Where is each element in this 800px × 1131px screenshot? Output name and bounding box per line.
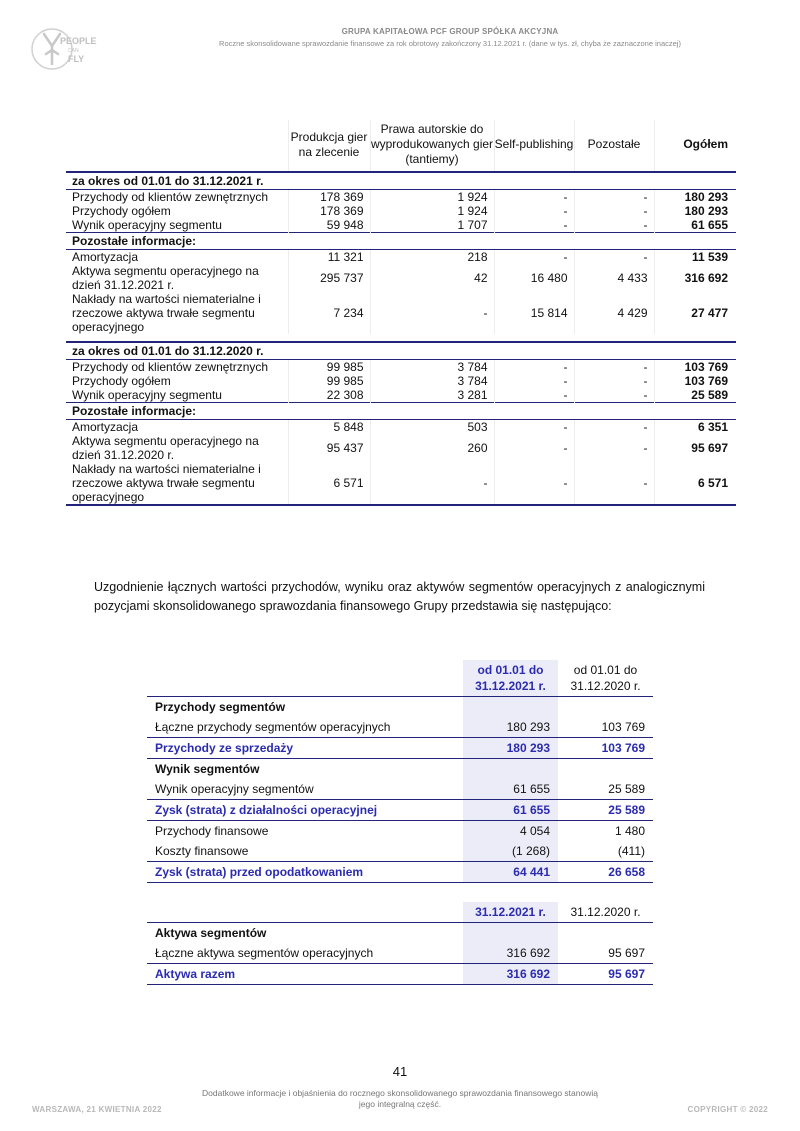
assets-header-current: 31.12.2021 r. [463, 902, 558, 923]
row-label: Łączne aktywa segmentów operacyjnych [147, 943, 463, 964]
section-title: za okres od 01.01 do 31.12.2021 r. [66, 172, 736, 190]
cell-total: 180 293 [684, 204, 728, 218]
cell [558, 923, 653, 944]
row-label: Aktywa segmentu operacyjnego na dzień 31.12.2021 r. [66, 264, 288, 292]
row-label: Nakłady na wartości niematerialne i rzeczowe aktywa trwałe segmentu operacyjnego [66, 462, 288, 505]
row-label: Przychody ogółem [66, 204, 288, 218]
table-row [66, 264, 736, 292]
cell-total: 6 351 [697, 420, 728, 434]
cell: - [370, 462, 494, 505]
cell: 59 948 [288, 218, 370, 233]
table-row [66, 434, 736, 462]
cell: 503 [370, 420, 494, 435]
cell: (1 268) [463, 841, 558, 862]
table-row [147, 821, 653, 842]
section-title: Pozostałe informacje: [66, 233, 736, 250]
row-label: Przychody od klientów zewnętrznych [66, 190, 288, 205]
logo-text-can: CAN [68, 48, 79, 54]
table-row [66, 218, 736, 233]
cell: 3 784 [370, 360, 494, 375]
table-row [147, 943, 653, 964]
cell: 22 308 [288, 388, 370, 403]
cell-total: 27 477 [691, 306, 728, 320]
cell: - [494, 250, 574, 265]
cell: 260 [370, 434, 494, 462]
cell: - [574, 218, 654, 233]
cell: 4 433 [574, 264, 654, 292]
cell [558, 697, 653, 718]
seg-header-empty [66, 120, 288, 172]
cell [463, 697, 558, 718]
cell-total: 95 697 [691, 441, 728, 455]
cell: 5 848 [288, 420, 370, 435]
cell: 64 441 [463, 862, 558, 883]
cell: 1 480 [614, 824, 645, 838]
cell: - [574, 250, 654, 265]
cell: 4 429 [574, 292, 654, 334]
cell: - [494, 420, 574, 435]
cell-total: 61 655 [691, 218, 728, 232]
assets-header-empty [147, 902, 463, 923]
header-company: GRUPA KAPITAŁOWA PCF GROUP SPÓŁKA AKCYJNA [341, 27, 559, 36]
row-label: Przychody segmentów [155, 700, 286, 714]
table-row [66, 204, 736, 218]
row-label: Aktywa razem [147, 964, 463, 985]
row-label: Zysk (strata) z działalności operacyjnej [147, 800, 463, 821]
cell: - [494, 388, 574, 403]
cell: 26 658 [558, 862, 653, 883]
cell: 218 [370, 250, 494, 265]
cell-total: 103 769 [684, 360, 728, 374]
cell: - [574, 374, 654, 388]
table-row [147, 779, 653, 800]
table-row [66, 360, 736, 375]
row-label: Aktywa segmentów [155, 926, 267, 940]
people-can-fly-logo [30, 24, 97, 74]
cell: - [494, 360, 574, 375]
cell: - [494, 374, 574, 388]
cell: - [494, 462, 574, 505]
table-row [66, 292, 736, 334]
seg-header-col: Ogółem [683, 137, 728, 151]
row-label: Aktywa segmentu operacyjnego na dzień 31.12.2020 r. [66, 434, 288, 462]
cell: 11 321 [288, 250, 370, 265]
table-row [66, 420, 736, 435]
header-subtitle: Roczne skonsolidowane sprawozdanie finansowe za rok obrotowy zakończony 31.12.2021 r. (dane w tys. zł, chyba że zaznaczone inaczej) [219, 39, 681, 48]
row-label: Zysk (strata) przed opodatkowaniem [147, 862, 463, 883]
cell: - [574, 420, 654, 435]
table-row [66, 250, 736, 265]
table-row [147, 717, 653, 738]
segment-table [66, 120, 736, 506]
cell [463, 923, 558, 944]
row-label: Koszty finansowe [147, 841, 463, 862]
seg-header-col: Produkcja gier na zlecenie [288, 120, 370, 172]
reconciliation-paragraph: Uzgodnienie łącznych wartości przychodów, wyniku oraz aktywów segmentów operacyjnych z analogicznymi pozycjami skonsolidowanego sprawozdania finansowego Grupy przedstawia się następująco: [94, 580, 705, 613]
section-title-row [66, 233, 736, 250]
table-row [147, 759, 653, 780]
table-row [147, 697, 653, 718]
cell: - [494, 204, 574, 218]
cell: 61 655 [463, 779, 558, 800]
footer-place-date: WARSZAWA, 21 KWIETNIA 2022 [32, 1105, 162, 1114]
row-label: Łączne przychody segmentów operacyjnych [147, 717, 463, 738]
row-label: Nakłady na wartości niematerialne i rzeczowe aktywa trwałe segmentu operacyjnego [66, 292, 288, 334]
row-label: Wynik operacyjny segmentów [147, 779, 463, 800]
cell: 42 [370, 264, 494, 292]
table-row [66, 190, 736, 205]
cell: - [494, 190, 574, 205]
cell: 99 985 [288, 374, 370, 388]
section-title-row [66, 342, 736, 360]
cell: 95 437 [288, 434, 370, 462]
cell: - [494, 434, 574, 462]
cell: 25 589 [558, 779, 653, 800]
cell: 1 707 [370, 218, 494, 233]
row-label: Przychody finansowe [155, 824, 269, 838]
table-row [147, 738, 653, 759]
cell: - [574, 462, 654, 505]
cell: 7 234 [288, 292, 370, 334]
cell: 95 697 [558, 943, 653, 964]
cell: - [574, 388, 654, 403]
cell: 16 480 [494, 264, 574, 292]
cell: 103 769 [558, 717, 653, 738]
cell: 15 814 [494, 292, 574, 334]
page-number: 41 [392, 1064, 408, 1079]
row-label: Amortyzacja [66, 250, 288, 265]
row-label: Przychody od klientów zewnętrznych [66, 360, 288, 375]
logo-text-fly: FLY [68, 54, 85, 64]
row-label: Wynik operacyjny segmentu [66, 218, 288, 233]
cell: 3 784 [370, 374, 494, 388]
cell: 316 692 [463, 964, 558, 985]
cell: 295 737 [288, 264, 370, 292]
cell: 316 692 [463, 943, 558, 964]
cell-total: 6 571 [654, 462, 736, 505]
table-row [66, 388, 736, 403]
cell-total: 25 589 [691, 388, 728, 402]
cell: - [574, 204, 654, 218]
table-row [66, 462, 736, 505]
section-title-row [66, 172, 736, 190]
row-label: Przychody ze sprzedaży [147, 738, 463, 759]
cell: 99 985 [288, 360, 370, 375]
table-row [147, 800, 653, 821]
cell [558, 759, 653, 780]
spacer-row [66, 334, 736, 342]
cell [463, 759, 558, 780]
cell: 1 924 [370, 204, 494, 218]
table-row [66, 374, 736, 388]
cell-total: 11 539 [691, 250, 728, 264]
cell: - [574, 434, 654, 462]
row-label: Przychody ogółem [66, 374, 288, 388]
footer-note: Dodatkowe informacje i objaśnienia do rocznego skonsolidowanego sprawozdania finansowego stanowią jego integralną część. [202, 1088, 598, 1109]
table-row [147, 923, 653, 944]
cell: (411) [558, 841, 653, 862]
cell: 178 369 [288, 204, 370, 218]
cell: 178 369 [288, 190, 370, 205]
seg-header-col: Prawa autorskie do wyprodukowanych gier (tantiemy) [370, 120, 494, 172]
cell: 180 293 [463, 717, 558, 738]
recon-header-empty [147, 660, 463, 697]
cell: 103 769 [558, 738, 653, 759]
section-title: za okres od 01.01 do 31.12.2020 r. [66, 342, 736, 360]
cell: - [574, 360, 654, 375]
cell: 180 293 [463, 738, 558, 759]
assets-table [147, 902, 653, 985]
cell: 25 589 [558, 800, 653, 821]
assets-header-previous: 31.12.2020 r. [558, 902, 653, 923]
table-row [147, 862, 653, 883]
cell: 95 697 [558, 964, 653, 985]
logo-text-people: PEOPLE [60, 36, 97, 46]
cell: 6 571 [288, 462, 370, 505]
cell: 1 924 [370, 190, 494, 205]
seg-header-col: Pozostałe [574, 120, 654, 172]
section-title: Pozostałe informacje: [66, 403, 736, 420]
cell: - [370, 292, 494, 334]
footer-copyright: COPYRIGHT © 2022 [687, 1105, 768, 1114]
cell-total: 180 293 [684, 190, 728, 204]
table-row [147, 841, 653, 862]
cell-total: 316 692 [684, 271, 728, 285]
cell: 4 054 [463, 821, 558, 842]
cell: 61 655 [463, 800, 558, 821]
cell-total: 103 769 [684, 374, 728, 388]
cell: - [494, 218, 574, 233]
cell: 3 281 [370, 388, 494, 403]
row-label: Wynik segmentów [155, 762, 260, 776]
table-row [147, 964, 653, 985]
cell: - [574, 190, 654, 205]
row-label: Wynik operacyjny segmentu [66, 388, 288, 403]
recon-header-current: od 01.01 do 31.12.2021 r. [463, 660, 558, 697]
row-label: Amortyzacja [66, 420, 288, 435]
seg-header-col: Self-publishing [494, 120, 574, 172]
reconciliation-table [147, 660, 653, 883]
recon-header-previous: od 01.01 do 31.12.2020 r. [558, 660, 653, 697]
spacer [66, 334, 736, 342]
section-title-row [66, 403, 736, 420]
